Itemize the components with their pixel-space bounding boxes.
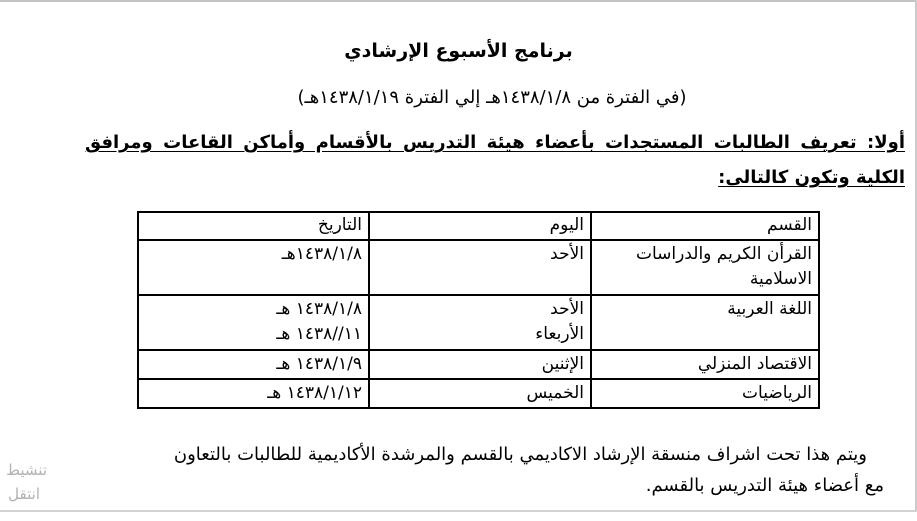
cell-day <box>369 350 591 379</box>
table-row <box>138 295 819 350</box>
header-department: القسم <box>591 212 819 240</box>
date-line: ١٤٣٨/١/٨هـ <box>281 244 362 264</box>
cell-day <box>369 295 591 350</box>
day-line: الخميس <box>526 383 584 403</box>
table-row <box>138 379 819 408</box>
header-date: التاريخ <box>138 212 369 240</box>
page-bottom-divider <box>0 510 917 512</box>
section-heading-line2: الكلية وتكون كالتالى: <box>718 167 905 188</box>
schedule-table <box>137 211 820 409</box>
footer-paragraph-line1: ويتم هذا تحت اشراف منسقة الإرشاد الاكاديمي بالقسم والمرشدة الأكاديمية للطالبات بالتعاون <box>173 444 867 465</box>
windows-activation-watermark-line1: تنشيط <box>6 461 47 479</box>
table-row <box>138 350 819 379</box>
cell-day <box>369 379 591 408</box>
cell-department: الرياضيات <box>591 379 819 408</box>
windows-activation-watermark-line2: انتقل <box>8 485 40 503</box>
footer-paragraph-line2: مع أعضاء هيئة التدريس بالقسم. <box>645 475 884 496</box>
date-line: ١٤٣٨/١/٨ هـ <box>276 299 362 319</box>
cell-department: اللغة العربية <box>591 295 819 350</box>
cell-date <box>138 295 369 350</box>
date-line: ١٤٣٨/١/٩ هـ <box>276 354 362 374</box>
cell-department: القرأن الكريم والدراسات الاسلامية <box>591 240 819 295</box>
cell-date <box>138 240 369 295</box>
table-row <box>138 240 819 295</box>
date-line: ١١//١٤٣٨ هـ <box>276 324 362 344</box>
date-range-subtitle: (في الفترة من ١٤٣٨/١/٨هـ إلي الفترة ١٤٣٨/١/١٩هـ) <box>297 87 687 108</box>
cell-day <box>369 240 591 295</box>
day-line: الأحد <box>550 244 584 264</box>
cell-department: الاقتصاد المنزلي <box>591 350 819 379</box>
table-header-row <box>138 212 819 240</box>
section-heading-line1: أولا: تعريف الطالبات المستجدات بأعضاء هيئة التدريس بالأقسام وأماكن القاعات ومرافق <box>85 132 905 153</box>
day-line: الأحد <box>550 299 584 319</box>
page-title: برنامج الأسبوع الإرشادي <box>344 40 573 62</box>
header-day: اليوم <box>369 212 591 240</box>
cell-date <box>138 350 369 379</box>
day-line: الأربعاء <box>535 324 584 344</box>
cell-date <box>138 379 369 408</box>
window-top-edge <box>0 0 917 2</box>
date-line: ١٤٣٨/١/١٢ هـ <box>267 383 362 403</box>
day-line: الإثنين <box>541 354 584 374</box>
